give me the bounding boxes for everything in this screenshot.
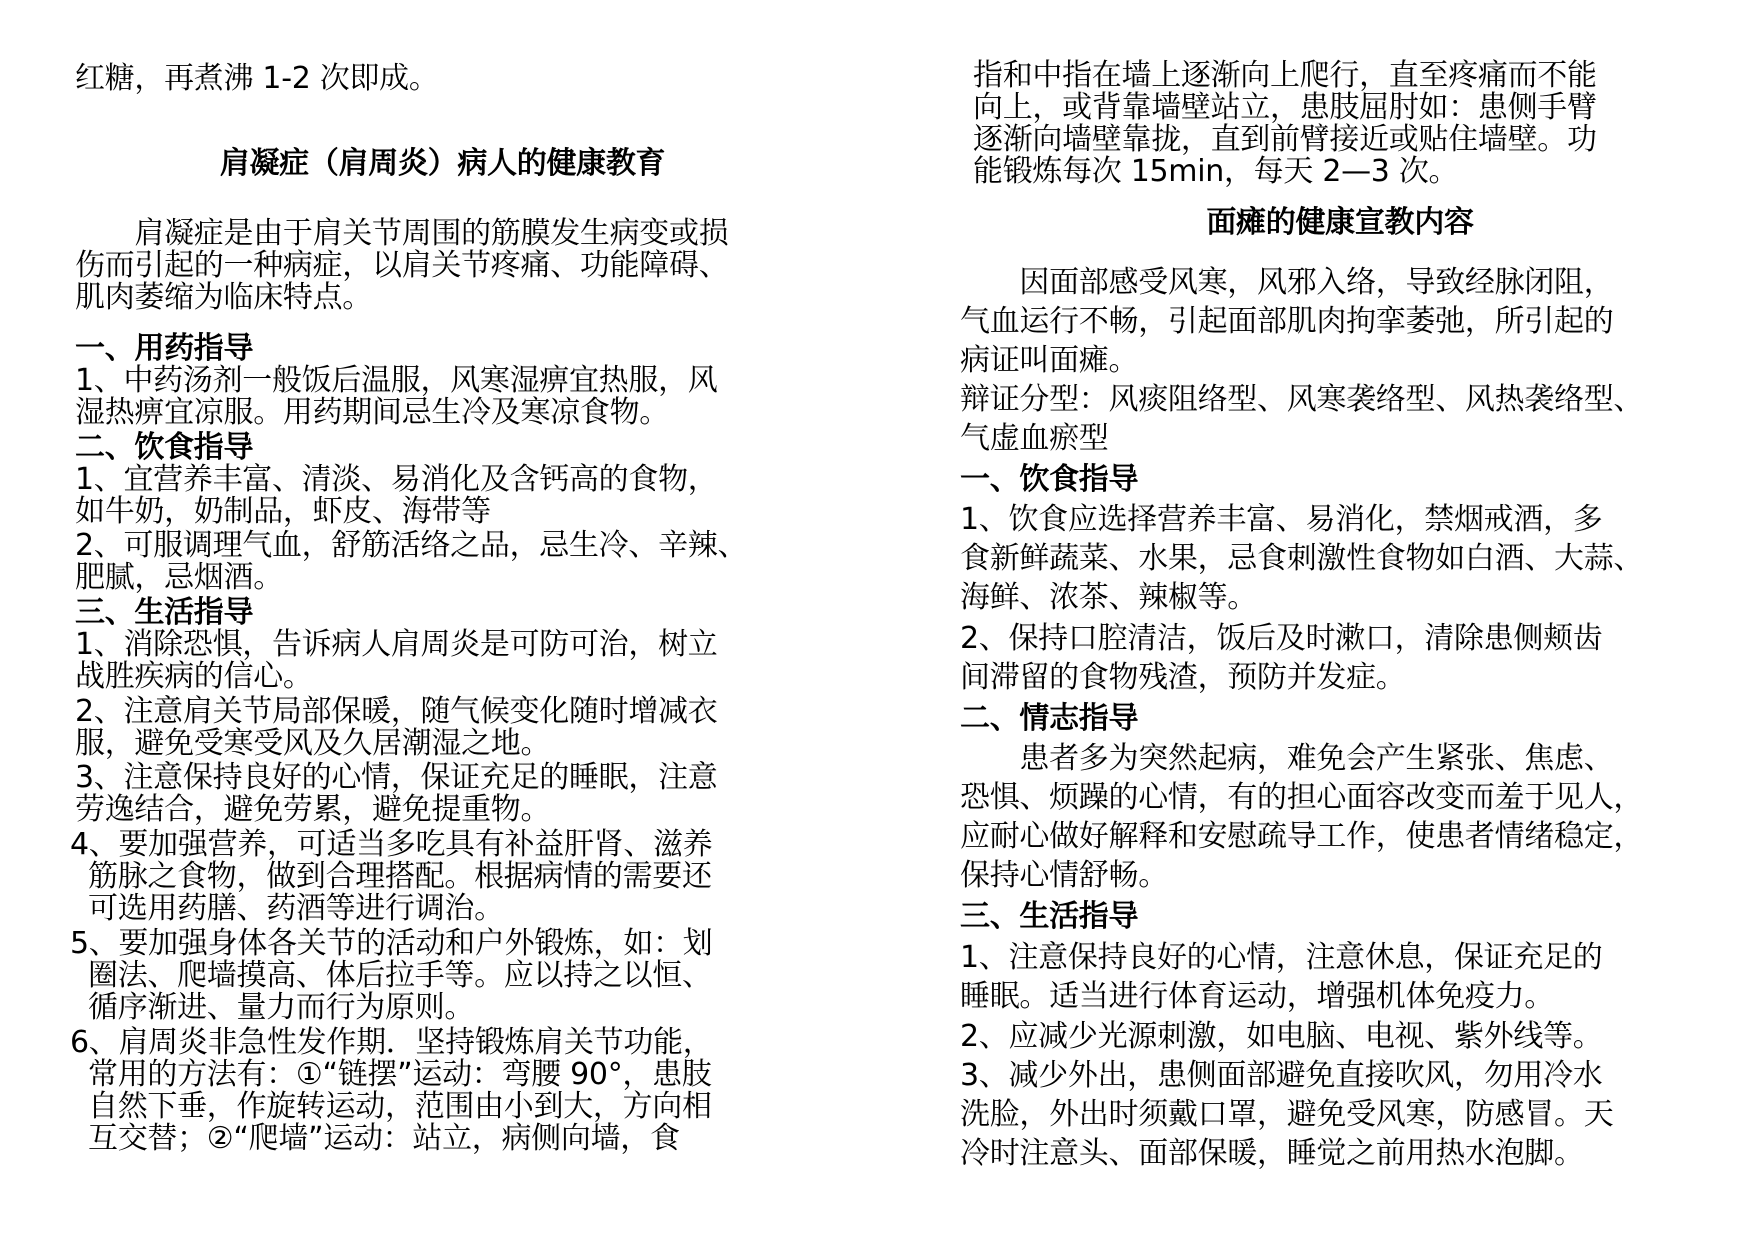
text-line: 5、要加强身体各关节的活动和户外锻炼，如：划 xyxy=(70,926,713,961)
text-line: 循序渐进、量力而行为原则。 xyxy=(88,990,475,1025)
text-line: 保持心情舒畅。 xyxy=(960,858,1168,893)
text-line: 食新鲜蔬菜、水果，忌食刺激性食物如白酒、大蒜、 xyxy=(960,541,1644,576)
text-line: 可选用药膳、药酒等进行调治。 xyxy=(88,891,504,926)
text-line: 1、中药汤剂一般饭后温服，风寒湿痹宜热服，风 xyxy=(75,363,718,398)
text-line: 洗脸，外出时须戴口罩，避免受风寒，防感冒。天 xyxy=(960,1097,1614,1132)
section-heading: 一、用药指导 xyxy=(75,331,254,366)
text-line: 2、注意肩关节局部保暖，随气候变化随时增减衣 xyxy=(75,694,718,729)
text-line: 因面部感受风寒，风邪入络，导致经脉闭阻， xyxy=(960,265,1614,300)
text-line: 肩凝症是由于肩关节周围的筋膜发生病变或损 xyxy=(75,216,729,251)
text-line: 患者多为突然起病，难免会产生紧张、焦虑、 xyxy=(960,741,1614,776)
text-line: 1、宜营养丰富、清淡、易消化及含钙高的食物， xyxy=(75,462,718,497)
text-line: 如牛奶，奶制品，虾皮、海带等 xyxy=(75,494,491,529)
text-line: 1、注意保持良好的心情，注意休息，保证充足的 xyxy=(960,940,1603,975)
text-line: 红糖，再煮沸 1-2 次即成。 xyxy=(75,61,439,96)
text-line: 常用的方法有：①“链摆”运动：弯腰 90°，患肢 xyxy=(88,1057,712,1092)
text-line: 2、应减少光源刺激，如电脑、电视、紫外线等。 xyxy=(960,1019,1603,1054)
text-line: 3、减少外出，患侧面部避免直接吹风，勿用冷水 xyxy=(960,1058,1603,1093)
text-line: 气虚血瘀型 xyxy=(960,421,1109,456)
text-line: 筋脉之食物，做到合理搭配。根据病情的需要还 xyxy=(88,859,712,894)
text-line: 能锻炼每次 15min，每天 2—3 次。 xyxy=(973,154,1459,189)
section-title: 面瘫的健康宣教内容 xyxy=(1206,205,1474,240)
text-line: 病证叫面瘫。 xyxy=(960,343,1139,378)
text-line: 辩证分型：风痰阻络型、风寒袭络型、风热袭络型、 xyxy=(960,382,1644,417)
text-line: 1、消除恐惧，告诉病人肩周炎是可防可治，树立 xyxy=(75,627,718,662)
text-line: 2、保持口腔清洁，饭后及时漱口，清除患侧颊齿 xyxy=(960,621,1603,656)
text-line: 恐惧、烦躁的心情，有的担心面容改变而羞于见人， xyxy=(960,780,1644,815)
text-line: 气血运行不畅，引起面部肌肉拘挛萎弛，所引起的 xyxy=(960,304,1614,339)
text-line: 劳逸结合，避免劳累，避免提重物。 xyxy=(75,792,551,827)
section-heading: 二、饮食指导 xyxy=(75,430,254,465)
text-line: 4、要加强营养，可适当多吃具有补益肝肾、滋养 xyxy=(70,827,713,862)
text-line: 肥腻，忌烟酒。 xyxy=(75,560,283,595)
text-line: 肌肉萎缩为临床特点。 xyxy=(75,280,372,315)
text-line: 服，避免受寒受风及久居潮湿之地。 xyxy=(75,726,551,761)
text-line: 3、注意保持良好的心情，保证充足的睡眠，注意 xyxy=(75,760,718,795)
text-line: 2、可服调理气血，舒筋活络之品，忌生冷、辛辣、 xyxy=(75,528,748,563)
text-line: 圈法、爬墙摸高、体后拉手等。应以持之以恒、 xyxy=(88,958,712,993)
text-line: 6、肩周炎非急性发作期．坚持锻炼肩关节功能， xyxy=(70,1025,713,1060)
text-line: 伤而引起的一种病症，以肩关节疼痛、功能障碍、 xyxy=(75,248,729,283)
text-line: 指和中指在墙上逐渐向上爬行，直至疼痛而不能 xyxy=(973,58,1597,93)
text-line: 逐渐向墙壁靠拢，直到前臂接近或贴住墙壁。功 xyxy=(973,122,1597,157)
section-heading: 三、生活指导 xyxy=(75,595,254,630)
text-line: 睡眠。适当进行体育运动，增强机体免疫力。 xyxy=(960,979,1554,1014)
section-heading: 三、生活指导 xyxy=(960,899,1139,934)
text-line: 间滞留的食物残渣，预防并发症。 xyxy=(960,660,1406,695)
section-heading: 一、饮食指导 xyxy=(960,462,1139,497)
text-line: 1、饮食应选择营养丰富、易消化，禁烟戒酒，多 xyxy=(960,502,1603,537)
section-heading: 二、情志指导 xyxy=(960,701,1139,736)
text-line: 向上，或背靠墙壁站立，患肢屈肘如：患侧手臂 xyxy=(973,90,1597,125)
text-line: 海鲜、浓茶、辣椒等。 xyxy=(960,580,1257,615)
text-line: 战胜疾病的信心。 xyxy=(75,659,313,694)
text-line: 湿热痹宜凉服。用药期间忌生冷及寒凉食物。 xyxy=(75,395,669,430)
section-title: 肩凝症（肩周炎）病人的健康教育 xyxy=(219,146,666,181)
text-line: 冷时注意头、面部保暖，睡觉之前用热水泡脚。 xyxy=(960,1136,1584,1171)
text-line: 互交替；②“爬墙”运动：站立，病侧向墙，食 xyxy=(88,1121,680,1156)
text-line: 应耐心做好解释和安慰疏导工作，使患者情绪稳定， xyxy=(960,819,1644,854)
text-line: 自然下垂，作旋转运动，范围由小到大，方向相 xyxy=(88,1089,712,1124)
